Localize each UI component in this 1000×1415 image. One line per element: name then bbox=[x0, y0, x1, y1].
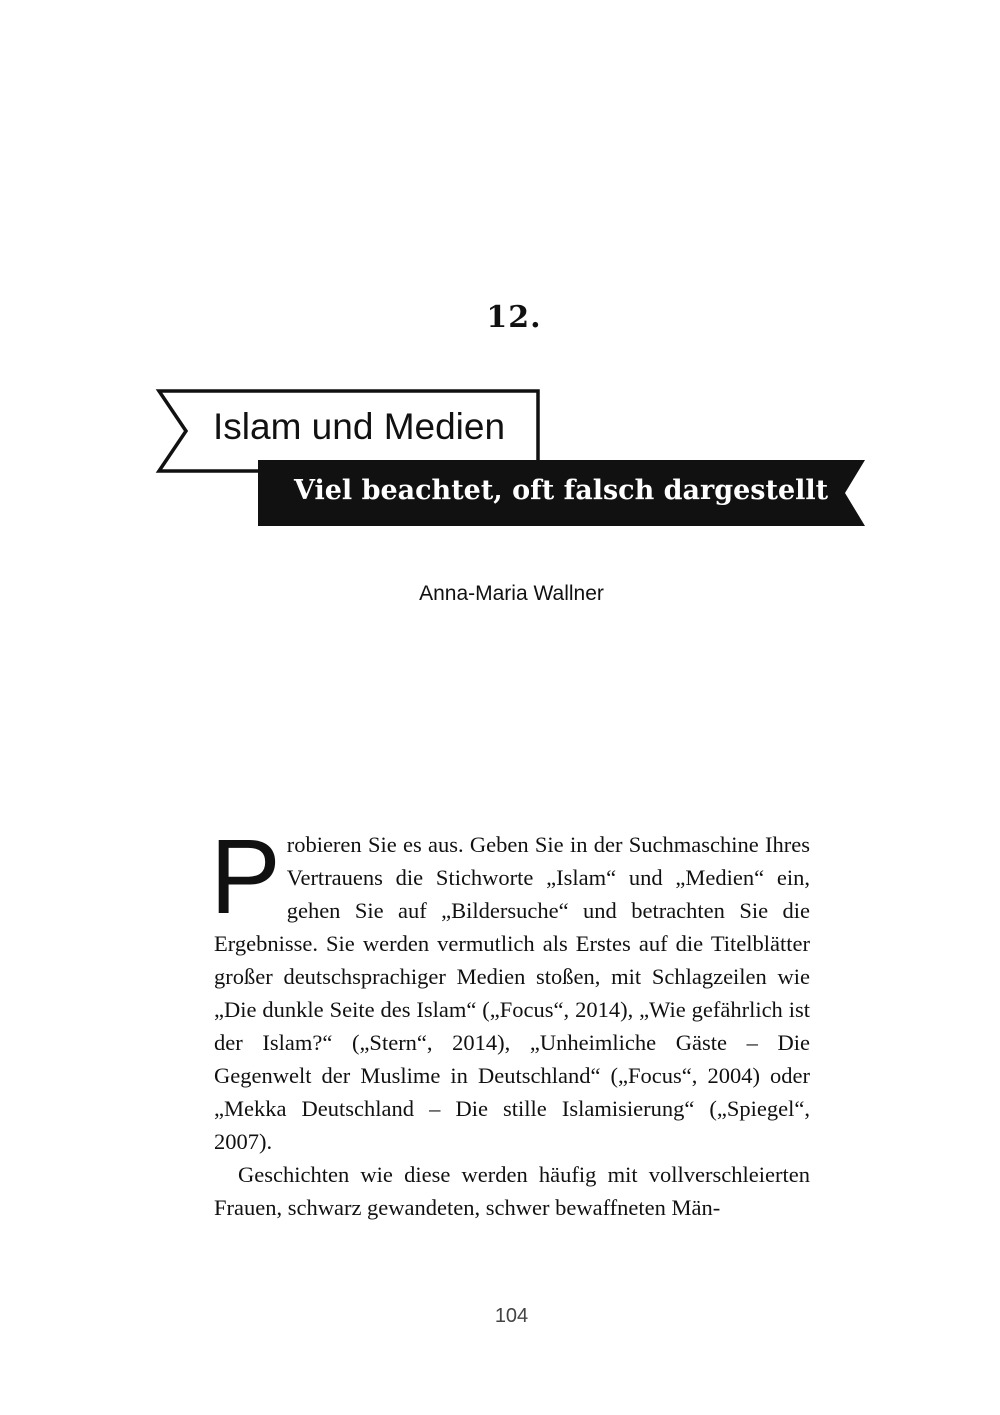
paragraph-1-text: robieren Sie es aus. Geben Sie in der Suchmaschine Ihres Vertrauens die Stichworte „Islam“ und „Medien“ ein, gehen Sie auf „Bildersuche“ und betrachten Sie die Ergebnisse. Sie werden vermutlich als Erstes auf die Titelblätter großer deutschsprachiger Medien stoßen, mit Schlagzeilen wie „Die dunkle Seite des Islam“ („Focus“, 2014), „Wie gefährlich ist der Islam?“ („Stern“, 2014), „Unheimliche Gäste – Die Gegenwelt der Muslime in Deutschland“ („Focus“, 2004) oder „Mekka Deutschland – Die stille Islamisierung“ („Spiegel“, 2007). bbox=[214, 832, 810, 1154]
paragraph-1 bbox=[210, 818, 810, 1158]
page-number: 104 bbox=[494, 1305, 529, 1327]
paragraph-2: Geschichten wie diese werden häufig mit vollverschleierten Frauen, schwarz gewandeten, schwer bewaffneten Män- bbox=[214, 1162, 810, 1220]
chapter-subtitle: Viel beachtet, oft falsch dargestellt bbox=[294, 475, 829, 506]
drop-cap: P bbox=[210, 818, 281, 936]
subtitle-banner bbox=[258, 460, 868, 528]
body-text bbox=[210, 818, 810, 1224]
chapter-number: 12. bbox=[486, 300, 542, 335]
author-name: Anna-Maria Wallner bbox=[419, 582, 604, 605]
chapter-title: Islam und Medien bbox=[213, 406, 506, 447]
